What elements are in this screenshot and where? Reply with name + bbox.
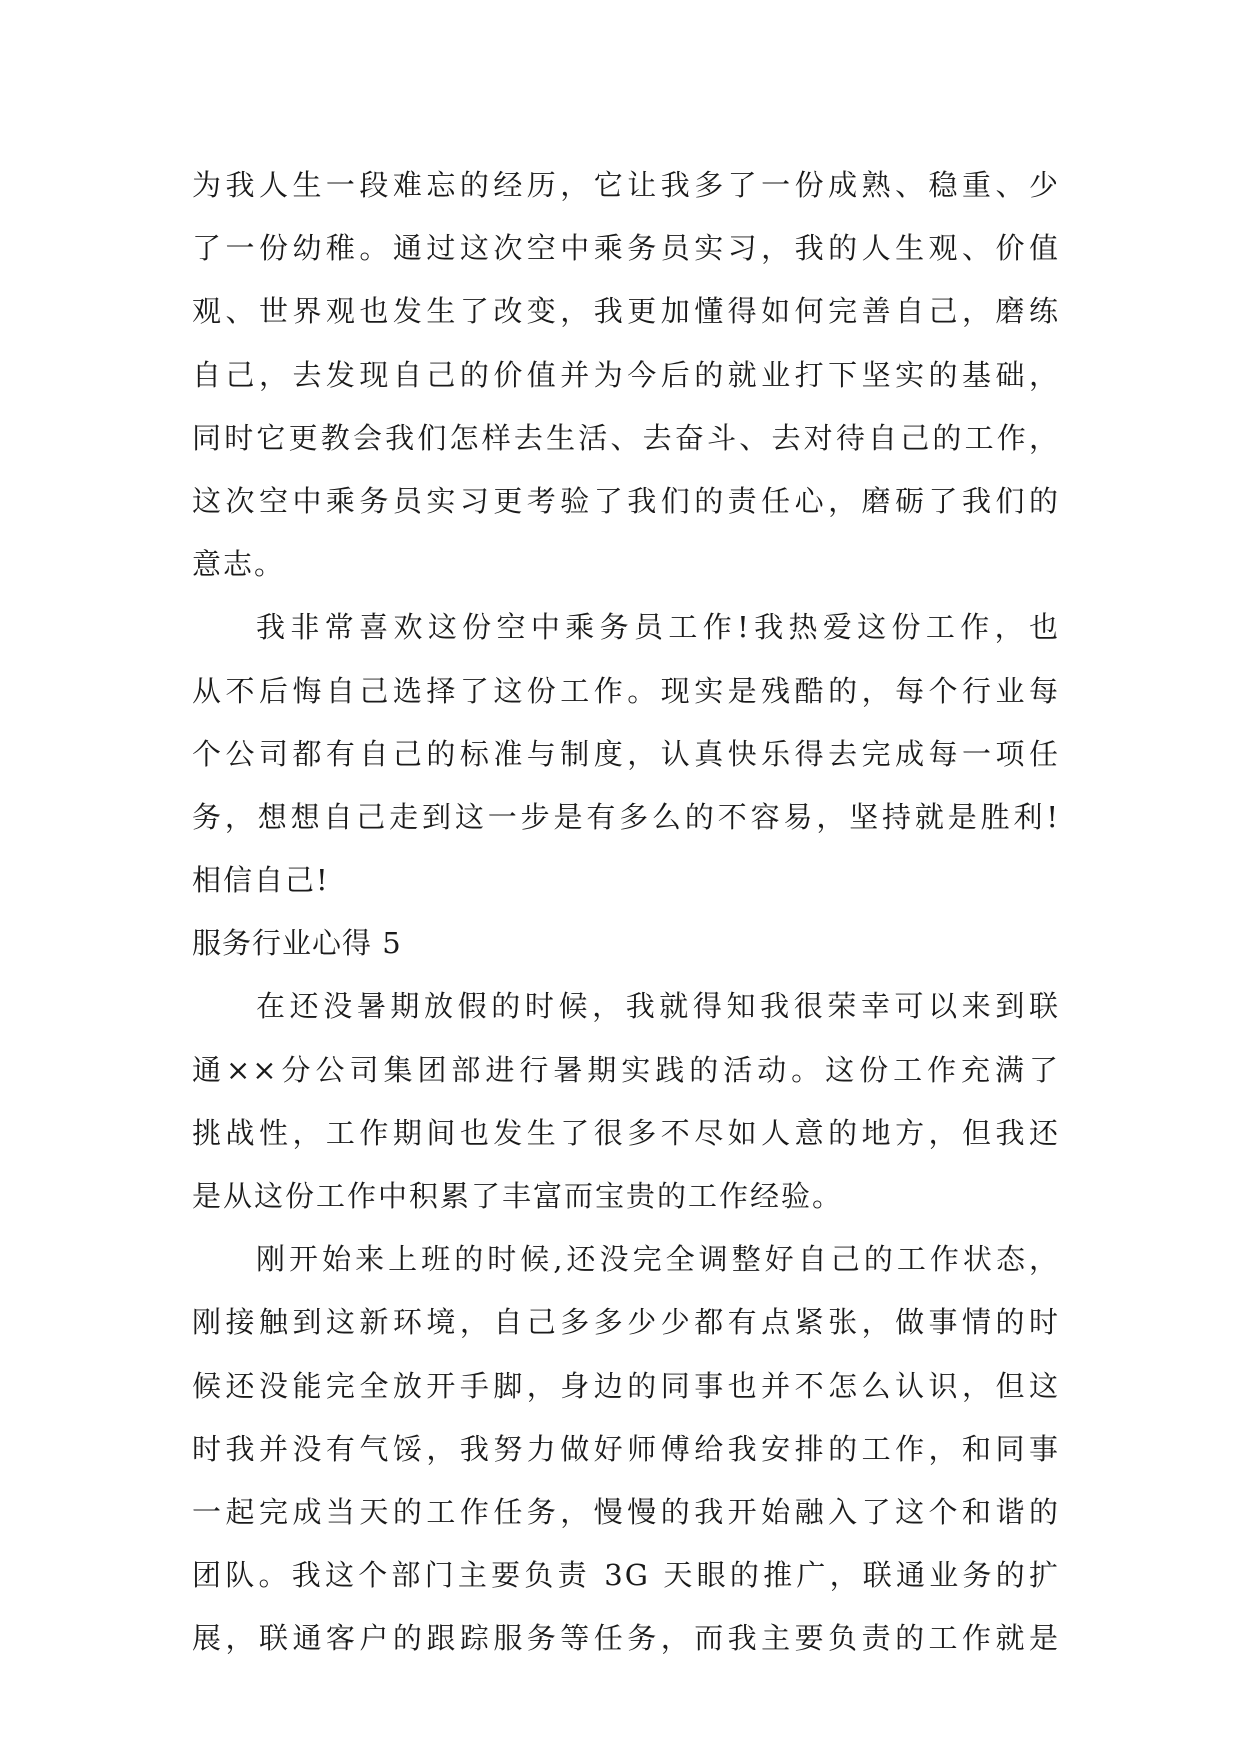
text-line: 同时它更教会我们怎样去生活、去奋斗、去对待自己的工作，: [192, 420, 1060, 455]
text-line: 刚接触到这新环境，自己多多少少都有点紧张，做事情的时: [192, 1305, 1060, 1340]
text-line: 通××分公司集团部进行暑期实践的活动。这份工作充满了: [192, 1052, 1060, 1087]
text-line: 展，联通客户的跟踪服务等任务，而我主要负责的工作就是: [192, 1621, 1060, 1656]
text-line: 个公司都有自己的标准与制度，认真快乐得去完成每一项任: [192, 736, 1060, 771]
text-line: 为我人生一段难忘的经历，它让我多了一份成熟、稳重、少: [192, 168, 1060, 202]
text-line: 观、世界观也发生了改变，我更加懂得如何完善自己，磨练: [192, 294, 1060, 329]
text-line: 意志。: [192, 547, 286, 582]
text-line: 在还没暑期放假的时候，我就得知我很荣幸可以来到联: [256, 989, 1060, 1024]
paragraph-4: [192, 1228, 1060, 1670]
paragraph-2: [192, 596, 1060, 912]
paragraph-1: [192, 154, 1060, 596]
text-line: 刚开始来上班的时候,还没完全调整好自己的工作状态，: [256, 1242, 1060, 1277]
text-line: 务，想想自己走到这一步是有多么的不容易，坚持就是胜利!: [192, 799, 1060, 834]
paragraph-3: [192, 975, 1060, 1228]
text-line: 是从这份工作中积累了丰富而宝贵的工作经验。: [192, 1179, 844, 1213]
text-line: 这次空中乘务员实习更考验了我们的责任心，磨砺了我们的: [192, 483, 1060, 518]
document-body: [192, 154, 1060, 1671]
text-line: 挑战性，工作期间也发生了很多不尽如人意的地方，但我还: [192, 1115, 1060, 1150]
text-line: 相信自己!: [192, 863, 330, 898]
section-heading: 服务行业心得 5: [192, 926, 402, 961]
text-line: 一起完成当天的工作任务，慢慢的我开始融入了这个和谐的: [192, 1494, 1060, 1529]
text-line: 自己，去发现自己的价值并为今后的就业打下坚实的基础，: [192, 357, 1060, 392]
text-line: 从不后悔自己选择了这份工作。现实是残酷的，每个行业每: [192, 673, 1060, 708]
text-line: 候还没能完全放开手脚，身边的同事也并不怎么认识，但这: [192, 1368, 1060, 1403]
text-line: 了一份幼稚。通过这次空中乘务员实习，我的人生观、价值: [192, 231, 1060, 266]
text-line: 时我并没有气馁，我努力做好师傅给我安排的工作，和同事: [192, 1431, 1060, 1466]
text-line: 我非常喜欢这份空中乘务员工作!我热爱这份工作，也: [256, 610, 1060, 645]
text-line: 团队。我这个部门主要负责 3G 天眼的推广，联通业务的扩: [192, 1558, 1060, 1593]
